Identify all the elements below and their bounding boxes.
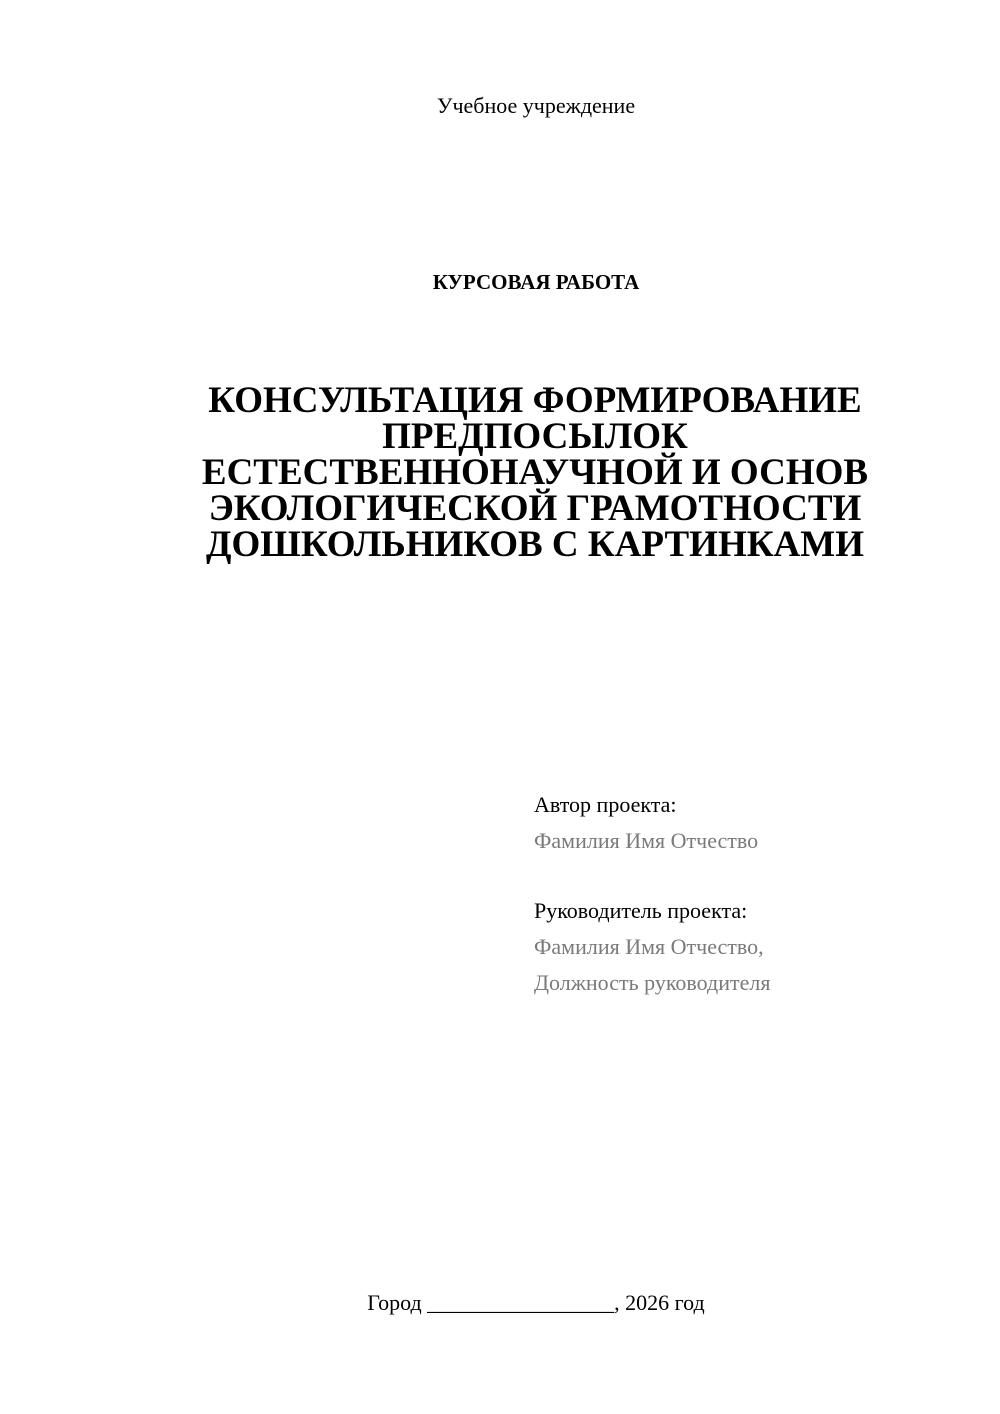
title-line-2: ПРЕДПОСЫЛОК <box>382 416 688 457</box>
document-type: КУРСОВАЯ РАБОТА <box>432 270 640 294</box>
title-line-1: КОНСУЛЬТАЦИЯ ФОРМИРОВАНИЕ <box>208 380 862 421</box>
supervisor-position: Должность руководителя <box>534 970 771 995</box>
info-spacer <box>534 859 954 893</box>
supervisor-name: Фамилия Имя Отчество, <box>534 934 764 959</box>
institution-name: Учебное учреждение <box>436 93 636 118</box>
author-label: Автор проекта: <box>534 792 677 817</box>
title-line-5: ДОШКОЛЬНИКОВ С КАРТИНКАМИ <box>206 524 864 565</box>
city-year-line: Город _________________, 2026 год <box>367 1290 705 1315</box>
project-info <box>534 787 954 1001</box>
document-title <box>170 380 900 565</box>
author-name: Фамилия Имя Отчество <box>534 828 759 853</box>
title-line-3: ЕСТЕСТВЕННОНАУЧНОЙ И ОСНОВ <box>201 452 869 493</box>
supervisor-label: Руководитель проекта: <box>534 898 748 923</box>
title-line-4: ЭКОЛОГИЧЕСКОЙ ГРАМОТНОСТИ <box>208 488 862 529</box>
